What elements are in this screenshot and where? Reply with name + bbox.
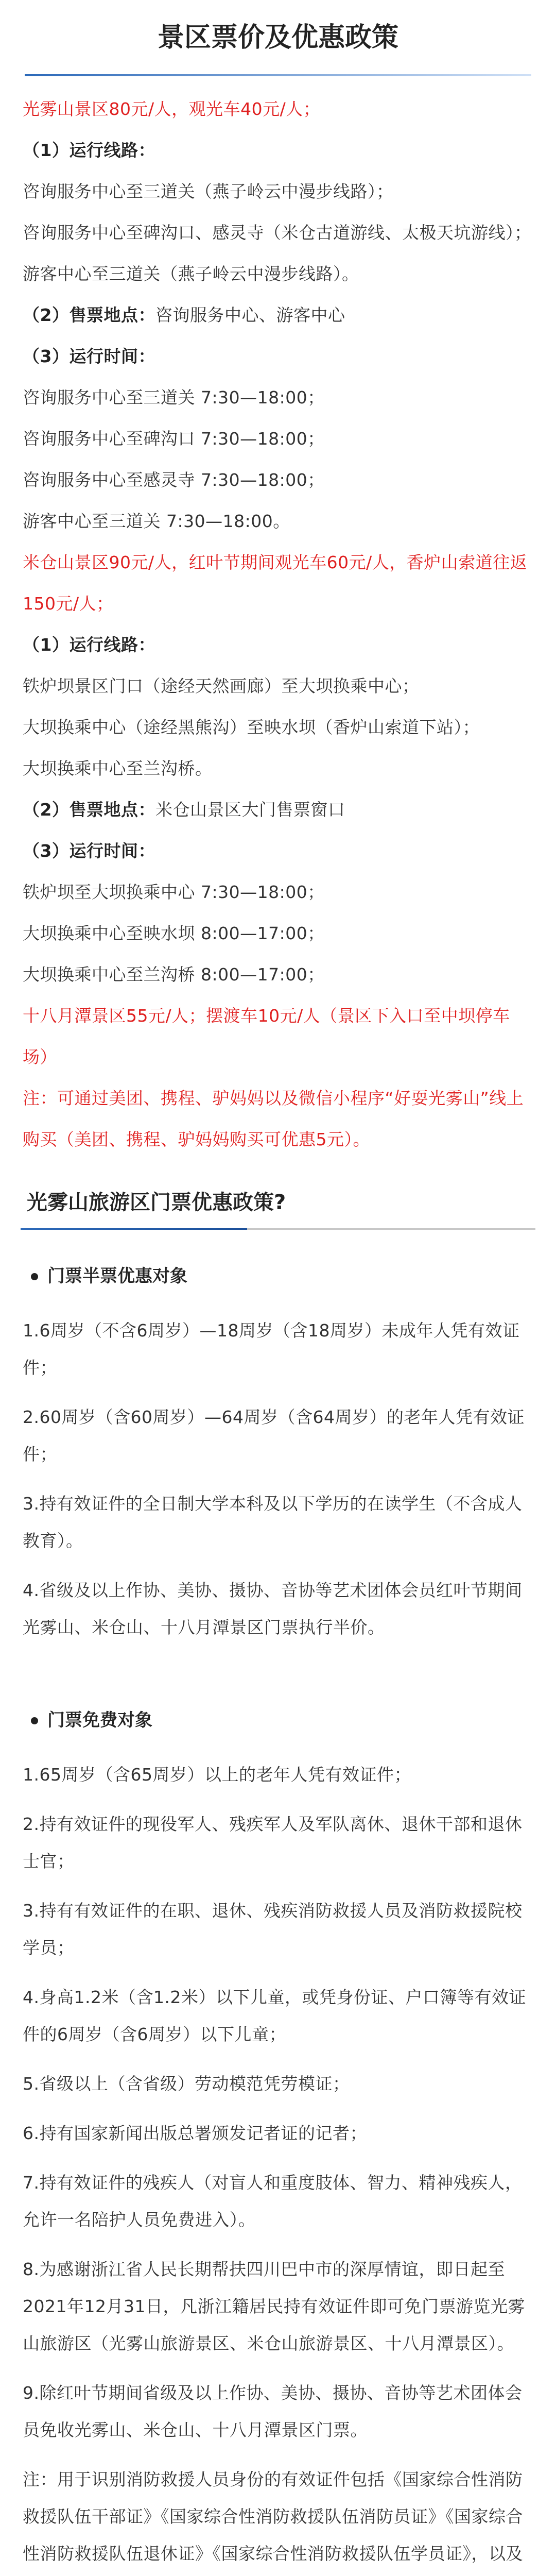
free-list (0, 1756, 556, 2576)
ticket-line: 注：可通过美团、携程、驴妈妈以及微信小程序“好耍光雾山”线上购买（美团、携程、驴妈妈购买可优惠5元）。 (23, 1088, 524, 1149)
ticket-line: （3）运行时间： (23, 346, 155, 366)
ticket-line: 光雾山景区80元/人，观光车40元/人； (23, 99, 321, 119)
ticket-price-section (0, 89, 556, 1160)
policy-item: 2.持有效证件的现役军人、残疾军人及军队离休、退休干部和退休士官； (23, 1814, 523, 1871)
bullet-icon (31, 1273, 38, 1280)
ticket-line-label: （2）售票地点： (23, 305, 155, 325)
policy-item: 9.除红叶节期间省级及以上作协、美协、摄协、音协等艺术团体会员免收光雾山、米仓山、十八月潭景区门票。 (23, 2383, 523, 2440)
ticket-line: （1）运行线路： (23, 140, 155, 160)
policy-item: 3.持有效证件的全日制大学本科及以下学历的在读学生（不含成人教育）。 (23, 1494, 523, 1551)
ticket-line-label: （2）售票地点： (23, 800, 155, 820)
ticket-line: 咨询服务中心至三道关 7:30—18:00； (23, 387, 325, 408)
heading-underline (21, 1228, 247, 1230)
ticket-line: 咨询服务中心至三道关（燕子岭云中漫步线路）； (23, 181, 394, 201)
policy-item: 4.身高1.2米（含1.2米）以下儿童，或凭身份证、户口簿等有效证件的6周岁（含6周岁）以下儿童； (23, 1987, 526, 2044)
policy-item: 8.为感谢浙江省人民长期帮扶四川巴中市的深厚情谊，即日起至2021年12月31日，凡浙江籍居民持有效证件即可免门票游览光雾山旅游区（光雾山旅游景区、米仓山旅游景区、十八月潭景区）。 (23, 2259, 525, 2353)
ticket-line: 铁炉坝至大坝换乘中心 7:30—18:00； (23, 882, 325, 902)
ticket-line: 大坝换乘中心至兰沟桥 8:00—17:00； (23, 964, 325, 985)
policy-item: 注：用于识别消防救援人员身份的有效证件包括《国家综合性消防救援队伍干部证》《国家综合性消防救援队伍消防员证》《国家综合性消防救援队伍退休证》《国家综合性消防救援队伍学员证》，以及 (23, 2469, 523, 2564)
ticket-line (23, 789, 533, 831)
free-subheading (0, 1705, 556, 1736)
ticket-line: 咨询服务中心至感灵寺 7:30—18:00； (23, 470, 325, 490)
ticket-line: 大坝换乘中心（途经黑熊沟）至映水坝（香炉山索道下站）； (23, 717, 480, 737)
free-label: 门票免费对象 (47, 1710, 152, 1731)
ticket-line (23, 295, 533, 336)
bullet-icon (31, 1717, 38, 1724)
policy-item: 1.6周岁（不含6周岁）—18周岁（含18周岁）未成年人凭有效证件； (23, 1320, 520, 1378)
half-price-list (0, 1312, 556, 1646)
page-title: 景区票价及优惠政策 (157, 22, 398, 53)
title-divider (25, 74, 531, 76)
ticket-line: （1）运行线路： (23, 635, 155, 655)
policy-item: 5.省级以上（含省级）劳动模范凭劳模证； (23, 2074, 350, 2094)
policy-item: 1.65周岁（含65周岁）以上的老年人凭有效证件； (23, 1765, 411, 1785)
policy-item: 2.60周岁（含60周岁）—64周岁（含64周岁）的老年人凭有效证件； (23, 1407, 525, 1464)
discount-heading: 光雾山旅游区门票优惠政策? (27, 1191, 286, 1214)
ticket-line: 游客中心至三道关（燕子岭云中漫步线路）。 (23, 264, 359, 284)
ticket-line-value: 咨询服务中心、游客中心 (155, 305, 345, 325)
ticket-line-value: 米仓山景区大门售票窗口 (155, 800, 345, 820)
policy-item: 3.持有有效证件的在职、退休、残疾消防救援人员及消防救援院校学员； (23, 1901, 523, 1958)
ticket-line: 大坝换乘中心至兰沟桥。 (23, 758, 213, 778)
ticket-line: 铁炉坝景区门口（途经天然画廊）至大坝换乘中心； (23, 676, 420, 696)
half-price-label: 门票半票优惠对象 (47, 1266, 187, 1286)
half-price-subheading (0, 1261, 556, 1292)
ticket-line: 咨询服务中心至碑沟口、感灵寺（米仓古道游线、太极天坑游线）； (23, 223, 532, 243)
policy-item: 7.持有效证件的残疾人（对盲人和重度肢体、智力、精神残疾人，允许一名陪护人员免费进入）。 (23, 2173, 523, 2230)
policy-item: 4.省级及以上作协、美协、摄协、音协等艺术团体会员红叶节期间光雾山、米仓山、十八月潭景区门票执行半价。 (23, 1580, 523, 1637)
ticket-line: 十八月潭景区55元/人；摆渡车10元/人（景区下入口至中坝停车场） (23, 1006, 510, 1067)
ticket-line: 咨询服务中心至碑沟口 7:30—18:00； (23, 429, 325, 449)
ticket-line: （3）运行时间： (23, 841, 155, 861)
policy-item: 6.持有国家新闻出版总署颁发记者证的记者； (23, 2123, 367, 2143)
ticket-line: 游客中心至三道关 7:30—18:00。 (23, 511, 290, 531)
ticket-line: 大坝换乘中心至映水坝 8:00—17:00； (23, 923, 325, 943)
discount-heading-block (21, 1186, 535, 1230)
ticket-line: 米仓山景区90元/人，红叶节期间观光车60元/人，香炉山索道往返150元/人； (23, 552, 528, 614)
